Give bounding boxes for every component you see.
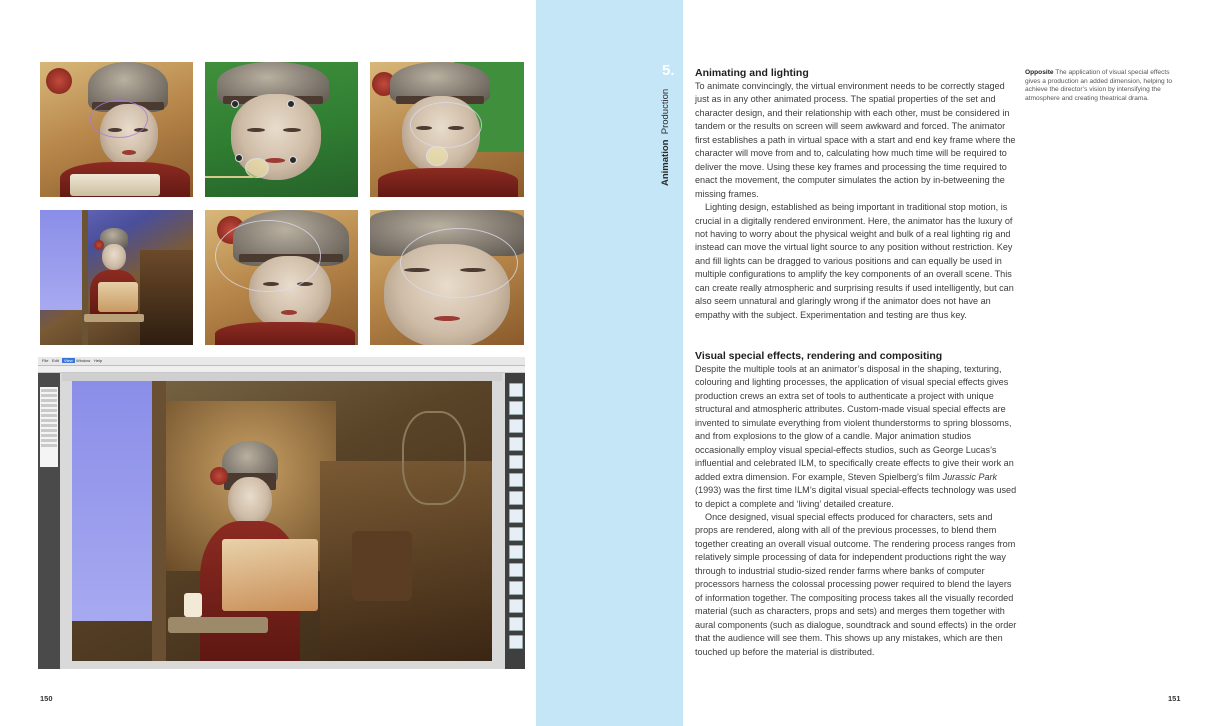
section-2-body (695, 363, 1017, 659)
toolbar (38, 366, 525, 373)
paragraph-3 (695, 363, 1017, 511)
frame-3-photo (370, 62, 524, 197)
menu-file[interactable]: File (42, 358, 49, 363)
frame-5-photo (205, 210, 358, 345)
chapter-number: 5. (662, 62, 675, 79)
outliner-panel (38, 373, 60, 669)
frame-1-photo (40, 62, 193, 197)
page-number-right: 151 (1168, 694, 1181, 703)
shelf-item[interactable] (509, 599, 523, 613)
menu-help[interactable]: Help (94, 358, 103, 363)
section-1-body (695, 80, 1017, 322)
menu-window[interactable]: Window (76, 358, 91, 363)
render-viewport[interactable] (72, 381, 492, 661)
shelf-item[interactable] (509, 491, 523, 505)
shelf-item[interactable] (509, 455, 523, 469)
paragraph-3-part-b: (1993) was the first time ILM’s digital visual special-effects technology was used to depict a complete and ‘living’ detailed creature. (695, 485, 1017, 509)
menu-view[interactable]: View (64, 358, 73, 363)
shelf-item[interactable] (509, 509, 523, 523)
shelf-item[interactable] (509, 383, 523, 397)
shelf-item[interactable] (509, 527, 523, 541)
shelf-item[interactable] (509, 437, 523, 451)
image-caption (1025, 69, 1175, 104)
frame-4-photo (40, 210, 193, 345)
film-title: Jurassic Park (942, 471, 998, 482)
shelf-item[interactable] (509, 581, 523, 595)
paragraph-3-part-a: Despite the multiple tools at an animator’s disposal in the shaping, texturing, colouring and lighting processes, the application of visual special effects gives production crews an extra set of tools to authenticate a project with unique structural and atmospheric attributes. Custom-made visual special effects are invented to simulate everything from violent thunderstorms to spring blossoms, and from explosions to the glow of a candle. Major animation studios occasionally employ visual special-effects studios, such as George Lucas’s influential and celebrated ILM, to specifically create effects to give their work an added extra dimension. For example, Steven Spielberg’s film (695, 364, 1014, 482)
heading-animating-lighting: Animating and lighting (695, 67, 809, 79)
shelf-item[interactable] (509, 617, 523, 631)
shelf-item[interactable] (509, 545, 523, 559)
frame-2-photo (205, 62, 358, 197)
shelf-item[interactable] (509, 635, 523, 649)
caption-label: Opposite (1025, 69, 1054, 76)
paragraph-1: To animate convincingly, the virtual environment needs to be correctly staged just as in any other animated process. The spatial properties of the set and character design, and their relationship with each other, must be considered in tandem or the results on screen will seem awkward and forced. The animator first establishes a path in virtual space with a start and end key frame where the character will move from and to, calculating how much time will be required to deliver the move. Using these key frames and processing the time required to enact the movement, the computer simulates the action by in-betweening the missing frames. (695, 81, 1016, 199)
shelf-item[interactable] (509, 473, 523, 487)
caption-text: The application of visual special effects gives a production an added dimension, helping to achieve the director’s vision by intensifying the atmosphere and creating theatrical drama. (1025, 69, 1172, 103)
paragraph-2: Lighting design, established as being important in traditional stop motion, is crucial in a digitally rendered environment. Here, the animator has the luxury of not having to worry about the physical weight and bulk of a real lighting rig and instead can move the virtual light source to any position without restriction. Key and fill lights can be dragged to various positions and can equally be used in multiple configurations to amplify the key components of an overall scene. This can create really atmospheric and surprising results if used intelligently, but can also seem unnatural and glaringly wrong if the animator does not have an empathy with the subject. Experimentation and testing are thus key. (695, 202, 1014, 320)
paragraph-4: Once designed, visual special effects produced for characters, sets and props are rendered, along with all of the previous processes, to blend them together creating an overall visual outcome. The rendering process ranges from relatively simple processing of data for independent productions right the way through to industrial studio-sized render farms where banks of computer processors harness the colossal processing power required to blend the layers of information together. The compositing process takes all the visually recorded material (such as characters, props and sets) and merges them together with aural components (such as dialogue, soundtrack and sound effects) in the order that the audience will see them. This shows up any mistakes, which are then touched up before the material is distributed. (695, 511, 1017, 657)
section-label-bold: Animation (660, 139, 671, 186)
frame-6-photo (370, 210, 524, 345)
heading-visual-effects: Visual special effects, rendering and compositing (695, 350, 943, 362)
page-number-left: 150 (40, 694, 53, 703)
section-label-light: Production (660, 88, 671, 135)
channel-tabs[interactable] (62, 373, 502, 381)
shelf-item[interactable] (509, 401, 523, 415)
outliner-list[interactable] (40, 387, 58, 467)
shelf-item[interactable] (509, 563, 523, 577)
section-label (660, 89, 671, 186)
software-screenshot (38, 357, 525, 669)
menu-bar (38, 357, 525, 366)
shelf-panel (505, 373, 525, 669)
menu-edit[interactable]: Edit (52, 358, 59, 363)
shelf-item[interactable] (509, 419, 523, 433)
